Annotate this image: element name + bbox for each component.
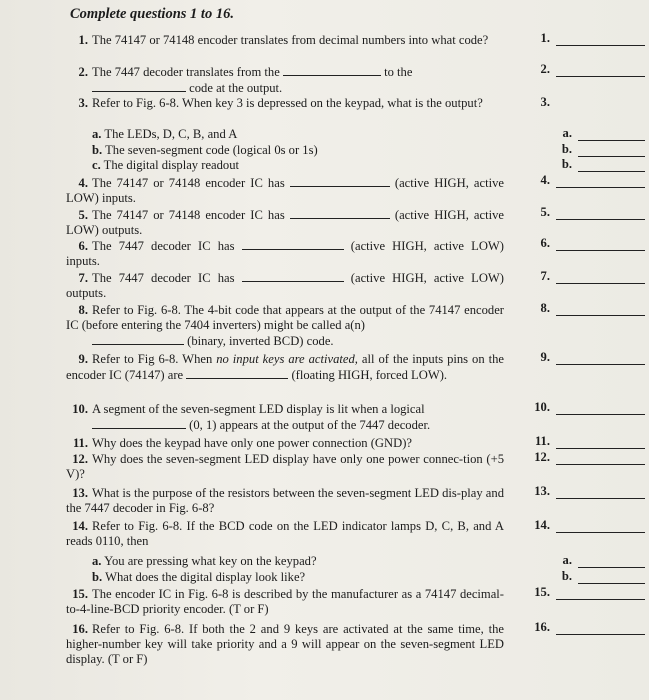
answer-line-6[interactable]: 6.: [520, 236, 645, 251]
answer-line-12[interactable]: 12.: [520, 450, 645, 465]
question-13: 13. What is the purpose of the resistors between the seven-segment LED dis-play and the 7447 decoder in Fig. 6-8?: [66, 486, 504, 516]
fill-blank[interactable]: [242, 238, 344, 250]
question-8: 8. Refer to Fig. 6-8. The 4-bit code that appears at the output of the 74147 encoder IC (before entering the 7404 inverters) might be called a(n) (binary, inverted BCD) code.: [66, 303, 504, 349]
fill-blank[interactable]: [92, 80, 186, 92]
question-10: 10. A segment of the seven-segment LED display is lit when a logical (0, 1) appears at the output of the 7447 decoder.: [72, 402, 431, 433]
answer-line-2[interactable]: 2.: [520, 62, 645, 77]
question-4: 4. The 74147 or 74148 encoder IC has (active HIGH, active LOW) inputs.: [66, 176, 504, 206]
question-5: 5. The 74147 or 74148 encoder IC has (active HIGH, active LOW) outputs.: [66, 208, 504, 238]
question-number: 2.: [78, 65, 88, 79]
question-14: 14. Refer to Fig. 6-8. If the BCD code on the LED indicator lamps D, C, B, and A reads 0110, then: [66, 519, 504, 549]
answer-line-11[interactable]: 11.: [520, 434, 645, 449]
answer-line-16[interactable]: 16.: [520, 620, 645, 635]
subquestion-3b: b. The seven-segment code (logical 0s or 1s): [92, 143, 318, 157]
fill-blank[interactable]: [92, 333, 184, 345]
subquestion-14a: a. You are pressing what key on the keypad?: [92, 554, 317, 568]
answer-line-3b[interactable]: b.: [520, 142, 645, 157]
answer-line-7[interactable]: 7.: [520, 269, 645, 284]
question-2: 2. The 7447 decoder translates from the to the code at the output.: [66, 64, 504, 96]
answer-line-14[interactable]: 14.: [520, 518, 645, 533]
fill-blank[interactable]: [290, 175, 390, 187]
answer-line-13[interactable]: 13.: [520, 484, 645, 499]
fill-blank[interactable]: [283, 64, 381, 76]
answer-line-4[interactable]: 4.: [520, 173, 645, 188]
answer-line-8[interactable]: 8.: [520, 301, 645, 316]
question-1: [66, 33, 504, 48]
question-15: 15. The encoder IC in Fig. 6-8 is described by the manufacturer as a 74147 decimal-to-4-line-BCD priority encoder. (T or F): [66, 587, 504, 617]
fill-blank[interactable]: [186, 367, 288, 379]
question-6: 6. The 7447 decoder IC has (active HIGH, active LOW) inputs.: [66, 239, 504, 269]
question-7: 7. The 7447 decoder IC has (active HIGH, active LOW) outputs.: [66, 271, 504, 301]
answer-line-3c[interactable]: b.: [520, 157, 645, 172]
answer-line-14a[interactable]: a.: [520, 553, 645, 568]
answer-line-14b[interactable]: b.: [520, 569, 645, 584]
answer-line-3a[interactable]: a.: [520, 126, 645, 141]
answer-line-15[interactable]: 15.: [520, 585, 645, 600]
question-number: 1.: [78, 33, 88, 47]
answer-line-3: 3.: [540, 95, 550, 109]
subquestion-3a: a. The LEDs, D, C, B, and A: [92, 127, 238, 141]
subquestion-3c: c. The digital display readout: [92, 158, 240, 172]
question-text: The 74147 or 74148 encoder translates from decimal numbers into what code?: [92, 33, 489, 47]
subquestion-14b: b. What does the digital display look like?: [92, 570, 306, 584]
answer-line-10[interactable]: 10.: [520, 400, 645, 415]
fill-blank[interactable]: [242, 270, 344, 282]
question-3: 3. Refer to Fig. 6-8. When key 3 is depressed on the keypad, what is the output?: [78, 96, 483, 110]
question-11: 11. Why does the keypad have only one power connection (GND)?: [72, 436, 412, 450]
fill-blank[interactable]: [290, 207, 390, 219]
fill-blank[interactable]: [92, 417, 186, 429]
answer-line-1[interactable]: 1.: [520, 31, 645, 46]
question-12: 12. Why does the seven-segment LED display have only one power connec-tion (+5 V)?: [66, 452, 504, 482]
question-9: 9. Refer to Fig 6-8. When no input keys are activated, all of the inputs pins on the encoder IC (74147) are (floating HIGH, forced LOW).: [66, 352, 505, 383]
answer-line-9[interactable]: 9.: [520, 350, 645, 365]
page-heading: Complete questions 1 to 16.: [70, 6, 234, 22]
answer-line-5[interactable]: 5.: [520, 205, 645, 220]
question-16: 16. Refer to Fig. 6-8. If both the 2 and 9 keys are activated at the same time, the higher-number key will take priority and a 9 will appear on the seven-segment LED display. (T or F): [66, 622, 504, 667]
